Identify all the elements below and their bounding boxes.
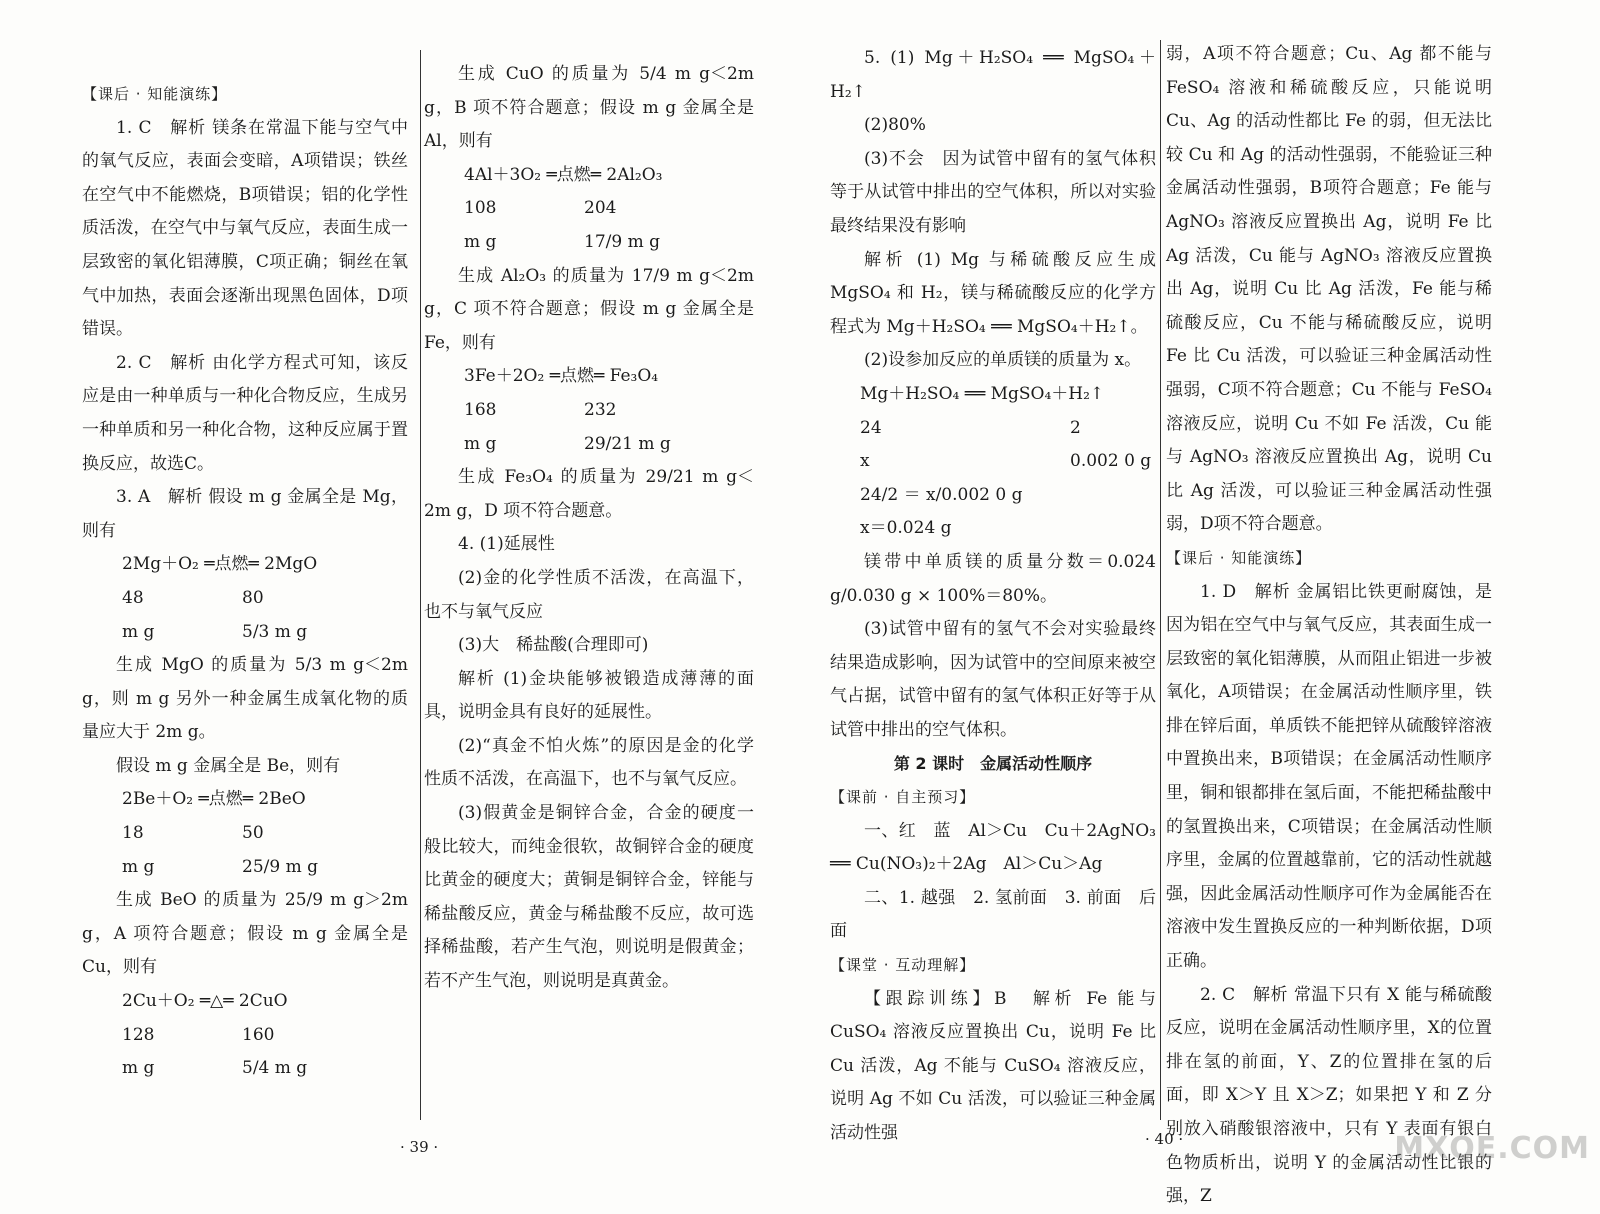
analysis-q4-3: (3)假黄金是铜锌合金，合金的硬度一般比较大，而纯金很软，故铜锌合金的硬度比黄金的硬度大；黄铜是铜锌合金，锌能与稀盐酸反应，黄金与稀盐酸不反应，故可选择稀盐酸，若产生气泡，则说明是假黄金；若不产生气泡，则说明是真黄金。 (424, 803, 754, 992)
section-heading: 【课前 · 自主预习】 (830, 788, 976, 807)
analysis-q5-2: (2)设参加反应的单质镁的质量为 x。 (864, 350, 1142, 371)
x-value: x＝0.024 g (860, 518, 952, 539)
answer-q1: 1. D 解析 金属铝比铁更耐腐蚀，是因为铝在空气中与氧气反应，其表面生成一层致密的氧化铝薄膜，从而阻止铝进一步被氧化，A项错误；在金属活动性顺序里，铁排在锌后面，单质铁不能把锌从硫酸锌溶液中置换出来，B项错误；在金属活动性顺序里，铜和银都排在氢后面，不能把稀盐酸中的氢置换出来，C项错误；在金属活动性顺序里，金属的位置越靠前，它的活动性就越强，因此金属活动性顺序可作为金属能否在溶液中发生置换反应的一种判断依据，D项正确。 (1166, 581, 1492, 972)
mass-row: 128 160 (122, 1024, 275, 1045)
preview-answer-1: 一、红 蓝 Al＞Cu Cu＋2AgNO₃ ══ Cu(NO₃)₂＋2Ag Al＞Cu＞Ag (830, 820, 1156, 875)
analysis-q5-1: 解析 (1) Mg 与稀硫酸反应生成 MgSO₄ 和 H₂，镁与稀硫酸反应的化学方程式为 Mg＋H₂SO₄ ══ MgSO₄＋H₂↑。 (830, 249, 1156, 337)
equation-al: 4Al＋3O₂ ═点燃═ 2Al₂O₃ (464, 164, 663, 185)
right-page (800, 0, 1600, 1207)
left-page (0, 0, 800, 1174)
conclusion-al: 生成 Al₂O₃ 的质量为 17/9 m g＜2m g，C 项不符合题意；假设 m g 金属全是 Fe，则有 (424, 265, 754, 353)
mass-row: 108 204 (464, 198, 617, 219)
section-heading: 【课后 · 知能演练】 (82, 85, 228, 103)
right-column-2 (1166, 38, 1492, 1214)
left-column-1 (82, 78, 408, 1086)
answer-q5-2: (2)80% (864, 115, 926, 136)
conclusion-be: 生成 BeO 的质量为 25/9 m g＞2m g，A 项符合题意；假设 m g 金属全是 Cu，则有 (82, 890, 408, 978)
equation-q5: Mg＋H₂SO₄ ══ MgSO₄＋H₂↑ (860, 383, 1105, 404)
tracking-exercise: 【跟踪训练】B 解析 Fe 能与 CuSO₄ 溶液反应置换出 Cu，说明 Fe 比 Cu 活泼，Ag 不能与 CuSO₄ 溶液反应，说明 Ag 不如 Cu 活泼，可以验证三种金属活动性强 (830, 988, 1156, 1143)
amount-row: m g 25/9 m g (122, 856, 318, 877)
continued-text: 弱，A项不符合题意；Cu、Ag 都不能与 FeSO₄ 溶液和稀硫酸反应，只能说明 Cu、Ag 的活动性都比 Fe 的弱，但无法比较 Cu 和 Ag 的活动性强弱，不能验证三种金属活动性强弱，B项符合题意；Fe 能与 AgNO₃ 溶液反应置换出 Ag，说明 Fe 比 Ag 活泼，Cu 能与 AgNO₃ 溶液反应置换出 Ag，说明 Cu 比 Ag 活泼，Fe 能与稀硫酸反应，Cu 不能与稀硫酸反应，说明 Fe 比 Cu 活泼，可以验证三种金属活动性强弱，C项不符合题意；Cu 不能与 FeSO₄ 溶液反应，说明 Cu 不如 Fe 活泼，Cu 能与 AgNO₃ 溶液反应置换出 Ag，说明 Cu 比 Ag 活泼，可以验证三种金属活动性强弱，D项不符合题意。 (1166, 44, 1492, 535)
assume-be: 假设 m g 金属全是 Be，则有 (116, 755, 341, 776)
preview-answer-2: 二、1. 越强 2. 氢前面 3. 前面 后面 (830, 887, 1156, 942)
answer-q4-1: 4. (1)延展性 (458, 534, 555, 555)
answer-q1: 1. C 解析 镁条在常温下能与空气中的氧气反应，表面会变暗，A项错误；铁丝在空气中不能燃烧，B项错误；铝的化学性质活泼，在空气中与氧气反应，表面生成一层致密的氧化铝薄膜，C项正确；铜丝在氧气中加热，表面会逐渐出现黑色固体，D项错误。 (82, 117, 408, 340)
mass-row: 168 232 (464, 399, 617, 420)
answer-q3: 3. A 解析 假设 m g 金属全是 Mg，则有 (82, 487, 408, 541)
equation-cu: 2Cu＋O₂ ═△═ 2CuO (122, 991, 288, 1012)
analysis-q4-2: (2)“真金不怕火炼”的原因是金的化学性质不活泼，在高温下，也不与氧气反应。 (424, 735, 754, 790)
answer-q2: 2. C 解析 由化学方程式可知，该反应是由一种单质与一种化合物反应，生成另一种单质和另一种化合物，这种反应属于置换反应，故选C。 (82, 352, 408, 474)
ratio-equation: 24/2 ＝ x/0.002 0 g (860, 484, 1023, 505)
column-divider (420, 50, 421, 1120)
lesson-title: 第 2 课时 金属活动性顺序 (893, 754, 1093, 774)
equation-be: 2Be＋O₂ ═点燃═ 2BeO (122, 789, 306, 810)
conclusion-mg: 生成 MgO 的质量为 5/3 m g＜2m g，则 m g 另外一种金属生成氧化物的质量应大于 2m g。 (82, 655, 408, 743)
answer-q4-2: (2)金的化学性质不活泼，在高温下，也不与氧气反应 (424, 567, 754, 622)
answer-q2: 2. C 解析 常温下只有 X 能与稀硫酸反应，说明在金属活动性顺序里，X的位置排在氢的前面，Y、Z的位置排在氢的后面，即 X＞Y 且 X＞Z；如果把 Y 和 Z 分别放入硝酸银溶液中，只有 Y 表面有银白色物质析出，说明 Y 的金属活动性比银的强，Z (1166, 984, 1492, 1207)
page-number: · 40 · (1145, 1130, 1184, 1148)
conclusion-fe: 生成 Fe₃O₄ 的质量为 29/21 m g＜2m g，D 项不符合题意。 (424, 467, 754, 521)
answer-q5-1: 5. (1) Mg＋H₂SO₄ ══ MgSO₄＋H₂↑ (830, 48, 1156, 102)
section-heading: 【课后 · 知能演练】 (1166, 548, 1312, 567)
mass-row: 24 2 (860, 417, 1081, 438)
mass-fraction: 镁带中单质镁的质量分数＝0.024 g/0.030 g × 100%＝80%。 (830, 551, 1156, 606)
section-heading: 【课堂 · 互动理解】 (830, 956, 976, 975)
answer-q5-3: (3)不会 因为试管中留有的氢气体积等于从试管中排出的空气体积，所以对实验最终结果没有影响 (830, 148, 1156, 236)
right-column-1 (830, 42, 1156, 1151)
equation-fe: 3Fe＋2O₂ ═点燃═ Fe₃O₄ (464, 366, 659, 387)
equation-mg: 2Mg＋O₂ ═点燃═ 2MgO (122, 554, 318, 575)
watermark: MXQE.COM (1394, 1131, 1590, 1166)
analysis-q5-3: (3)试管中留有的氢气不会对实验最终结果造成影响，因为试管中的空间原来被空气占据，试管中留有的氢气体积正好等于从试管中排出的空气体积。 (830, 619, 1156, 740)
conclusion-cu: 生成 CuO 的质量为 5/4 m g＜2m g，B 项不符合题意；假设 m g 金属全是 Al，则有 (424, 64, 754, 152)
mass-row: 48 80 (122, 587, 264, 608)
amount-row: m g 29/21 m g (464, 433, 671, 454)
mass-row: 18 50 (122, 823, 264, 844)
amount-row: x 0.002 0 g (860, 451, 1152, 472)
amount-row: m g 17/9 m g (464, 231, 660, 252)
column-divider (1160, 40, 1161, 1120)
analysis-q4-1: 解析 (1)金块能够被锻造成薄薄的面具，说明金具有良好的延展性。 (424, 668, 754, 723)
page-number: · 39 · (400, 1138, 439, 1156)
answer-q4-3: (3)大 稀盐酸(合理即可) (458, 635, 649, 656)
left-column-2 (424, 58, 754, 999)
amount-row: m g 5/3 m g (122, 621, 308, 642)
amount-row: m g 5/4 m g (122, 1058, 308, 1079)
